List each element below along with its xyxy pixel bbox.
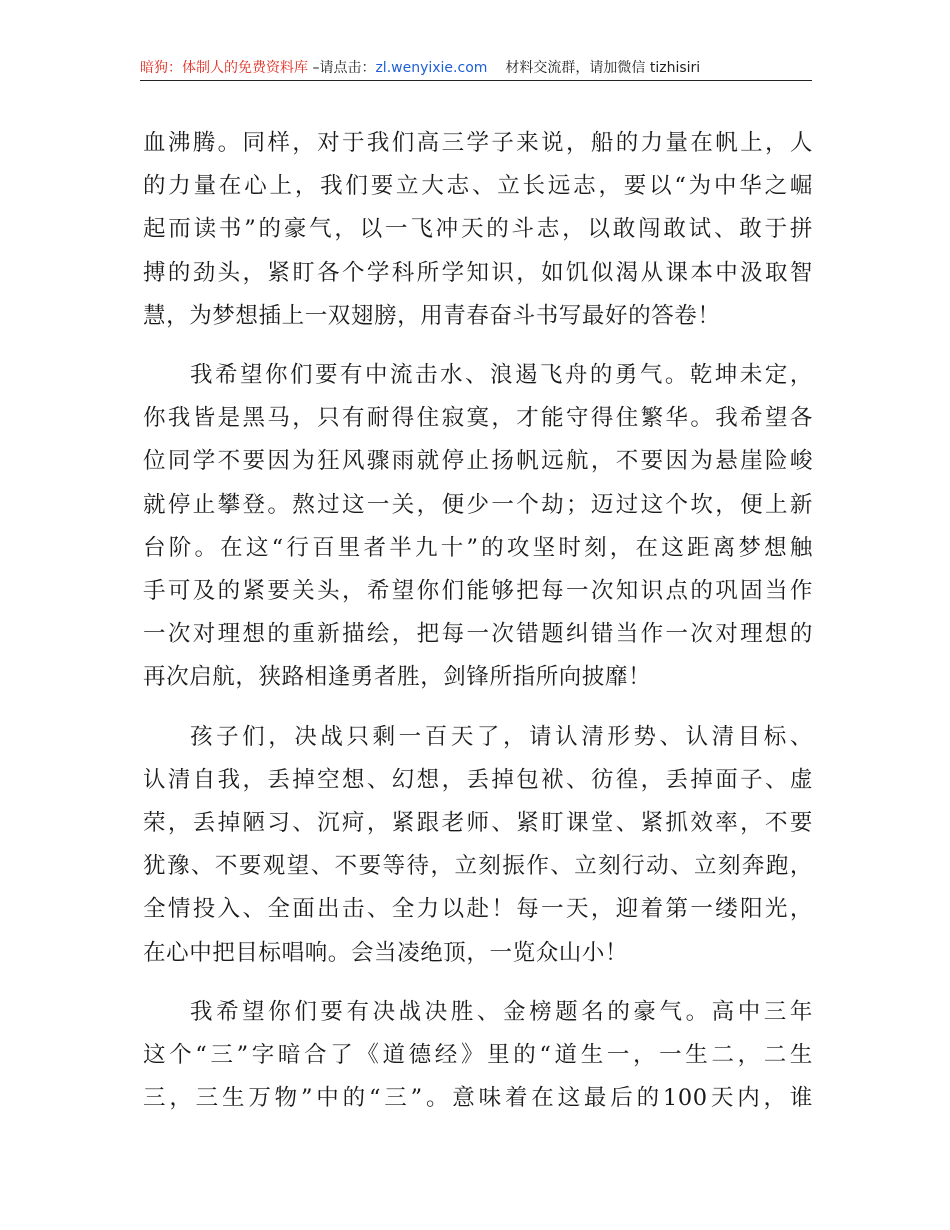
- header-url-link[interactable]: zl.wenyixie.com: [375, 60, 488, 76]
- text-line: 搏的劲头，紧盯各个学科所学知识，如饥似渴从课本中汲取智: [143, 259, 813, 286]
- paragraph-1: [143, 122, 813, 338]
- document-body: [143, 122, 813, 1136]
- text-line: 全情投入、全面出击、全力以赴！每一天，迎着第一缕阳光，: [143, 896, 813, 923]
- text-line: 起而读书”的豪气，以一飞冲天的斗志，以敢闯敢试、敢于拼: [143, 216, 813, 243]
- text-line: 慧，为梦想插上一双翅膀，用青春奋斗书写最好的答卷！: [143, 302, 721, 329]
- text-line: 我希望你们要有决战决胜、金榜题名的豪气。高中三年: [190, 998, 813, 1025]
- text-line: 台阶。在这“行百里者半九十”的攻坚时刻，在这距离梦想触: [143, 534, 813, 561]
- text-line: 这个“三”字暗合了《道德经》里的“道生一，一生二，二生: [143, 1042, 813, 1069]
- text-line: 就停止攀登。熬过这一关，便少一个劫；迈过这个坎，便上新: [143, 491, 813, 518]
- text-line: 你我皆是黑马，只有耐得住寂寞，才能守得住繁华。我希望各: [143, 405, 813, 432]
- text-line: 手可及的紧要关头，希望你们能够把每一次知识点的巩固当作: [143, 578, 813, 605]
- text-line: 血沸腾。同样，对于我们高三学子来说，船的力量在帆上，人: [143, 130, 813, 156]
- text-line: 犹豫、不要观望、不要等待，立刻振作、立刻行动、立刻奔跑，: [143, 853, 813, 880]
- text-line: 孩子们，决战只剩一百天了，请认清形势、认清目标、: [190, 723, 813, 750]
- header-note: 材料交流群，请加微信 tizhisiri: [505, 60, 701, 76]
- paragraph-4: [143, 991, 813, 1121]
- text-line: 三，三生万物”中的“三”。意味着在这最后的100天内，谁: [143, 1085, 813, 1112]
- header-prompt: –请点击：: [308, 60, 376, 76]
- text-line: 位同学不要因为狂风骤雨就停止扬帆远航，不要因为悬崖险峻: [143, 448, 813, 475]
- paragraph-3: [143, 716, 813, 975]
- text-line: 我希望你们要有中流击水、浪遏飞舟的勇气。乾坤未定，: [190, 362, 813, 389]
- text-line: 认清自我，丢掉空想、幻想，丢掉包袱、彷徨，丢掉面子、虚: [143, 766, 813, 793]
- text-line: 荣，丢掉陋习、沉疴，紧跟老师、紧盯课堂、紧抓效率，不要: [143, 810, 813, 837]
- text-line: 一次对理想的重新描绘，把每一次错题纠错当作一次对理想的: [143, 621, 813, 648]
- text-line: 的力量在心上，我们要立大志、立长远志，要以“为中华之崛: [143, 173, 813, 200]
- text-line: 再次启航，狭路相逢勇者胜，剑锋所指所向披靡！: [143, 664, 652, 691]
- header-brand: 暗狗：体制人的免费资料库: [140, 60, 308, 76]
- paragraph-2: [143, 354, 813, 700]
- page-header: [140, 58, 812, 81]
- text-line: 在心中把目标唱响。会当凌绝顶，一览众山小！: [143, 939, 629, 966]
